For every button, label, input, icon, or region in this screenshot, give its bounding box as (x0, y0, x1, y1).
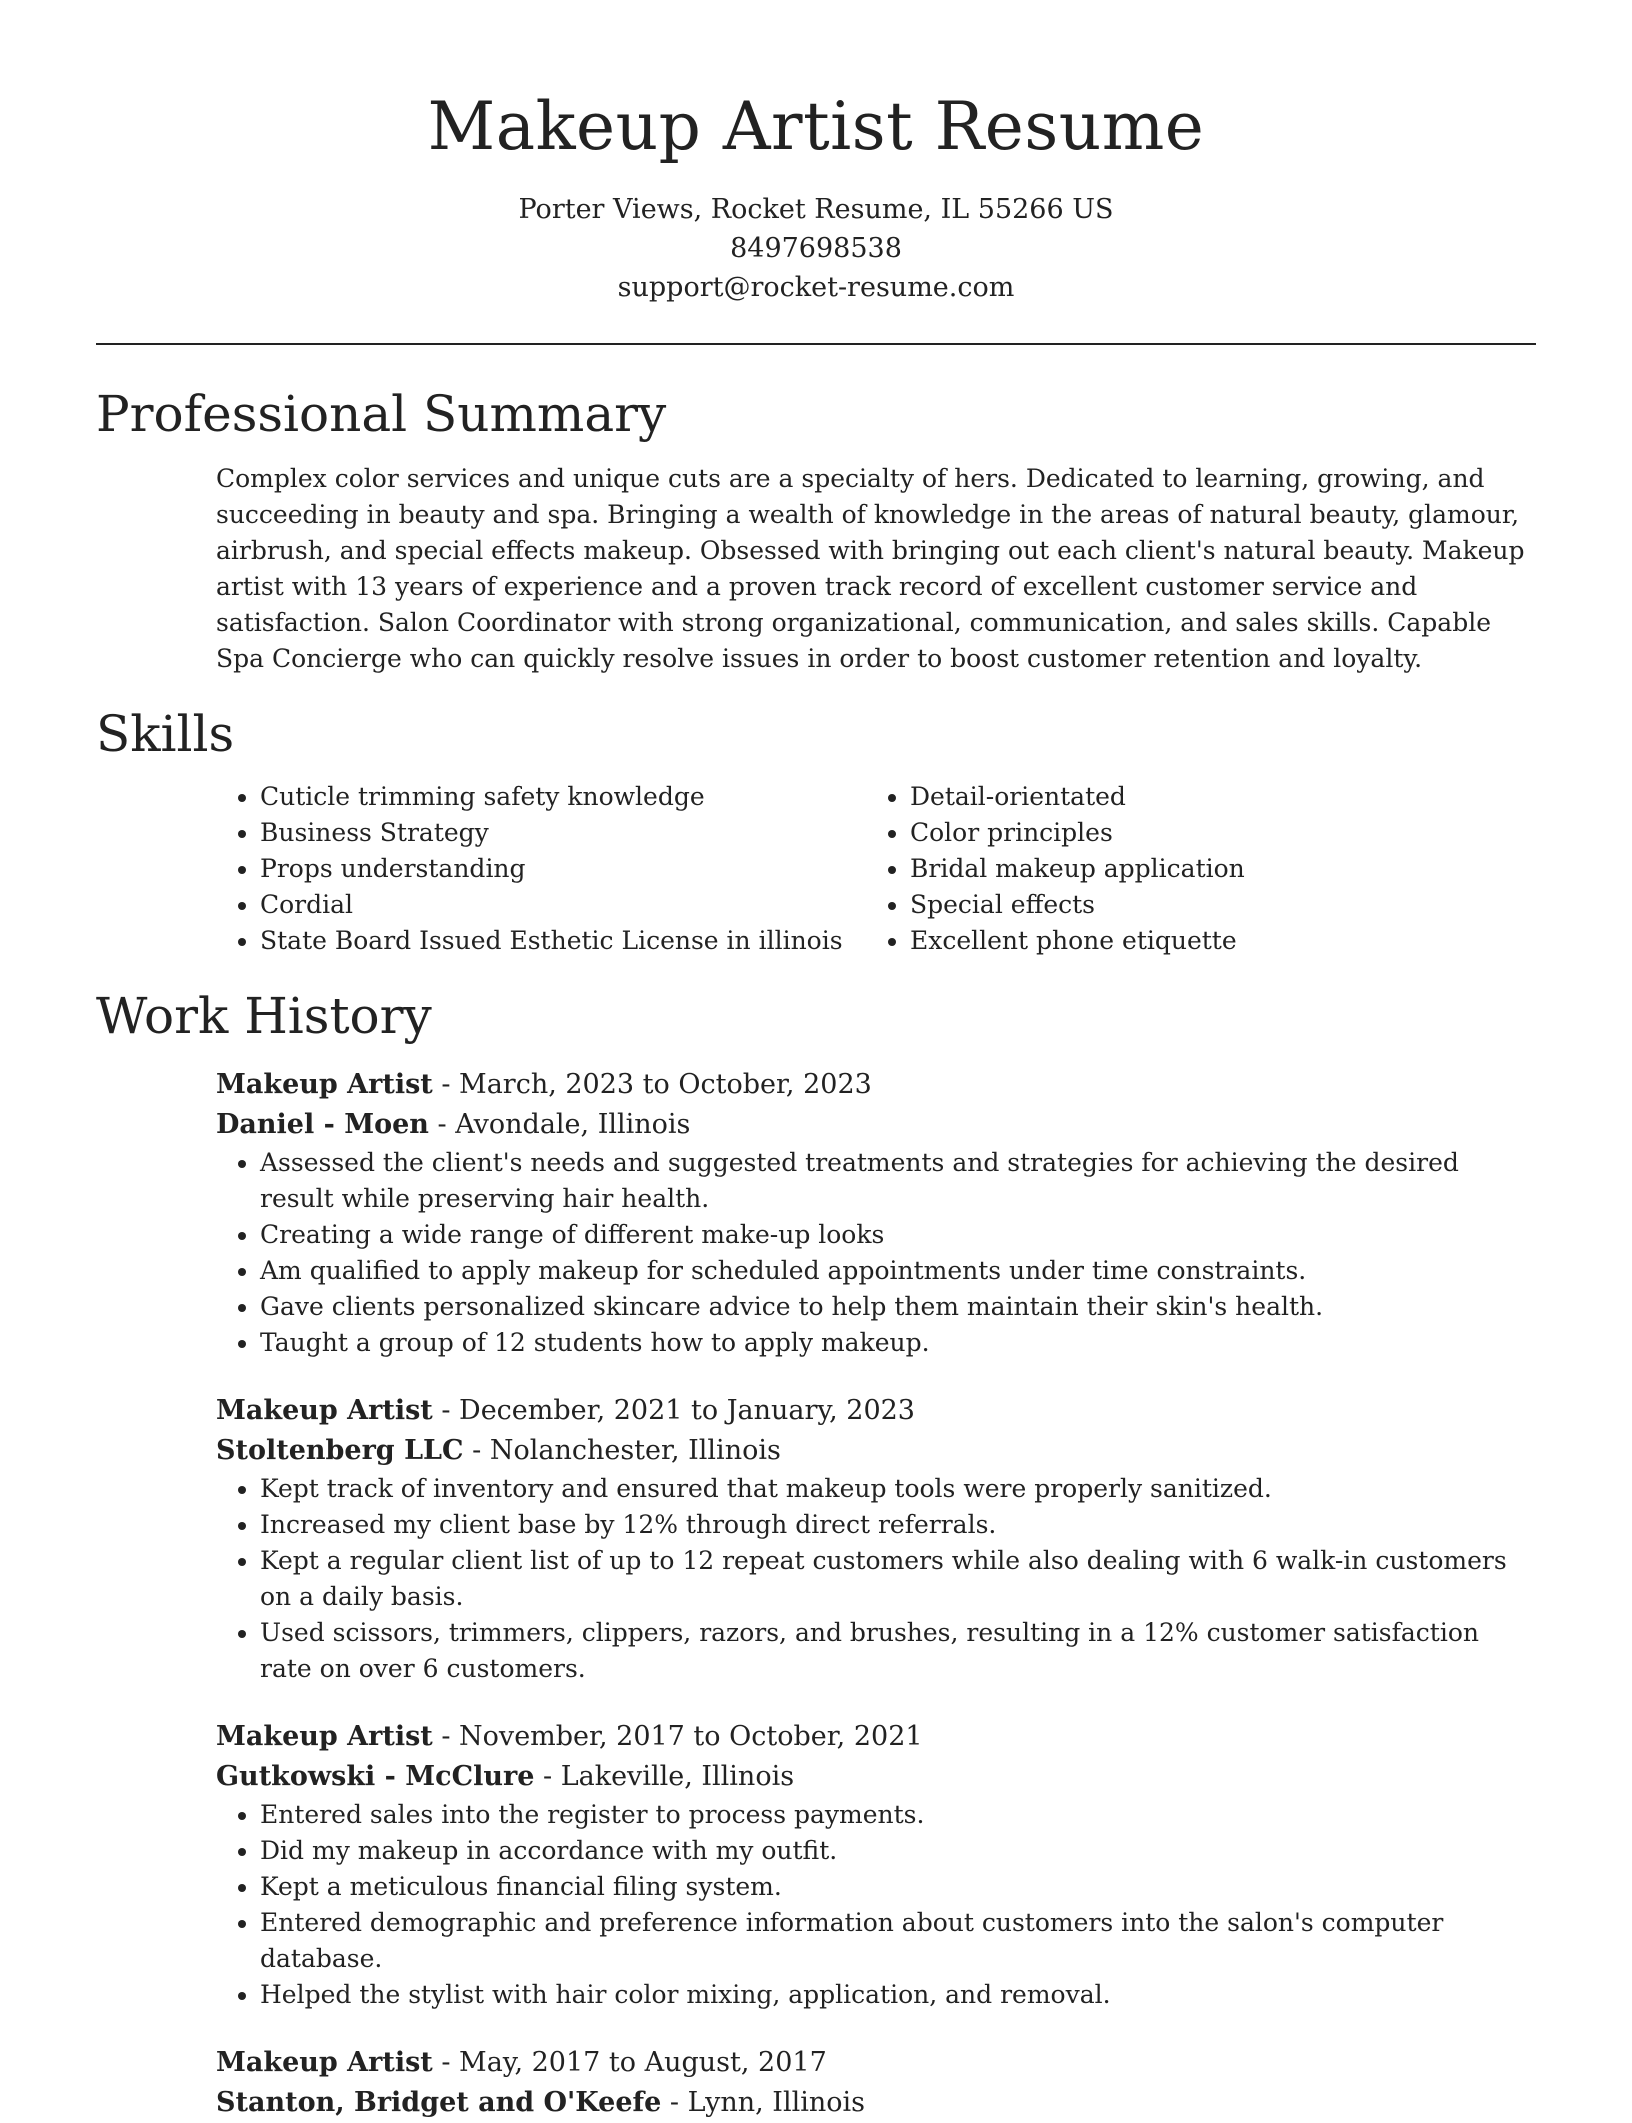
job-dates: - November, 2017 to October, 2021 (432, 1721, 923, 1752)
job-company-line (216, 1757, 1536, 1797)
resume-title: Makeup Artist Resume (427, 88, 1205, 165)
duty-item: • Gave clients personalized skincare advice to help them maintain their skin's health. (260, 1289, 1536, 1325)
skills-list (216, 779, 1536, 959)
job-title-line (216, 1391, 1536, 1431)
skill-item: • Bridal makeup application (910, 851, 1516, 887)
header-divider (96, 343, 1536, 345)
job-location: - Avondale, Illinois (428, 1109, 691, 1140)
duty-item: • Helped the stylist with hair color mixing, application, and removal. (260, 1977, 1536, 2013)
job-company: Gutkowski - McClure (216, 1761, 535, 1792)
skill-item: • Business Strategy (260, 815, 866, 851)
summary-text: Complex color services and unique cuts are a specialty of hers. Dedicated to learning, growing, and succeeding in beauty and spa. Bringing a wealth of knowledge in the areas of natural beauty, glamour, airbrush, and special effects makeup. Obsessed with bringing out each client's natural beauty. Makeup artist with 13 years of experience and a proven track record of excellent customer service and satisfaction. Salon Coordinator with strong organizational, communication, and sales skills. Capable Spa Concierge who can quickly resolve issues in order to boost customer retention and loyalty. (216, 464, 1525, 673)
skill-item: • State Board Issued Esthetic License in illinois (260, 923, 866, 959)
job-location: - Nolanchester, Illinois (463, 1435, 781, 1466)
job-duties (216, 1797, 1536, 2013)
job-duties (216, 1145, 1536, 1361)
job-entry (216, 1717, 1536, 2013)
skills-column-right (866, 779, 1516, 959)
job-dates: - March, 2023 to October, 2023 (432, 1069, 872, 1100)
email: support@rocket-resume.com (617, 272, 1015, 303)
contact-block (96, 190, 1536, 307)
skills-column-left (216, 779, 866, 959)
duty-item: • Kept a regular client list of up to 12 repeat customers while also dealing with 6 walk-in customers on a daily basis. (260, 1543, 1536, 1615)
duty-item: • Taught a group of 12 students how to apply makeup. (260, 1325, 1536, 1361)
job-dates: - May, 2017 to August, 2017 (432, 2047, 827, 2078)
skill-item: • Excellent phone etiquette (910, 923, 1516, 959)
duty-item: • Used scissors, trimmers, clippers, razors, and brushes, resulting in a 12% customer satisfaction rate on over 6 customers. (260, 1615, 1536, 1687)
duty-item: • Kept a meticulous financial filing system. (260, 1869, 1536, 1905)
job-role: Makeup Artist (216, 2047, 433, 2078)
job-entry (216, 2043, 1536, 2123)
job-dates: - December, 2021 to January, 2023 (432, 1395, 915, 1426)
duty-item: • Assessed the client's needs and suggested treatments and strategies for achieving the desired result while preserving hair health. (260, 1145, 1536, 1217)
duty-item: • Entered demographic and preference information about customers into the salon's computer database. (260, 1905, 1536, 1977)
duty-item: • Kept track of inventory and ensured that makeup tools were properly sanitized. (260, 1471, 1536, 1507)
duty-item: • Am qualified to apply makeup for scheduled appointments under time constraints. (260, 1253, 1536, 1289)
job-title-line (216, 2043, 1536, 2083)
duty-item: • Creating a wide range of different make-up looks (260, 1217, 1536, 1253)
job-role: Makeup Artist (216, 1395, 433, 1426)
job-company-line (216, 1105, 1536, 1145)
skills-heading: Skills (96, 705, 235, 763)
job-entry (216, 1391, 1536, 1687)
job-entry (216, 1065, 1536, 1361)
address: Porter Views, Rocket Resume, IL 55266 US (518, 194, 1114, 225)
job-role: Makeup Artist (216, 1069, 433, 1100)
job-role: Makeup Artist (216, 1721, 433, 1752)
duty-item: • Increased my client base by 12% through direct referrals. (260, 1507, 1536, 1543)
duty-item: • Did my makeup in accordance with my outfit. (260, 1833, 1536, 1869)
job-duties (216, 1471, 1536, 1687)
job-company-line (216, 1431, 1536, 1471)
job-company: Daniel - Moen (216, 1109, 429, 1140)
job-location: - Lynn, Illinois (661, 2087, 865, 2118)
job-company: Stoltenberg LLC (216, 1435, 464, 1466)
skill-item: • Cordial (260, 887, 866, 923)
job-title-line (216, 1717, 1536, 1757)
job-company: Stanton, Bridget and O'Keefe (216, 2087, 662, 2118)
resume-page (96, 0, 1536, 2123)
job-title-line (216, 1065, 1536, 1105)
skill-item: • Cuticle trimming safety knowledge (260, 779, 866, 815)
duty-item: • Entered sales into the register to process payments. (260, 1797, 1536, 1833)
work-history-heading: Work History (96, 987, 432, 1045)
resume-header (96, 0, 1536, 307)
phone: 8497698538 (730, 233, 902, 264)
job-location: - Lakeville, Illinois (534, 1761, 795, 1792)
skill-item: • Special effects (910, 887, 1516, 923)
skill-item: • Color principles (910, 815, 1516, 851)
summary-heading: Professional Summary (96, 385, 667, 443)
skill-item: • Detail-orientated (910, 779, 1516, 815)
job-company-line (216, 2083, 1536, 2123)
skill-item: • Props understanding (260, 851, 866, 887)
